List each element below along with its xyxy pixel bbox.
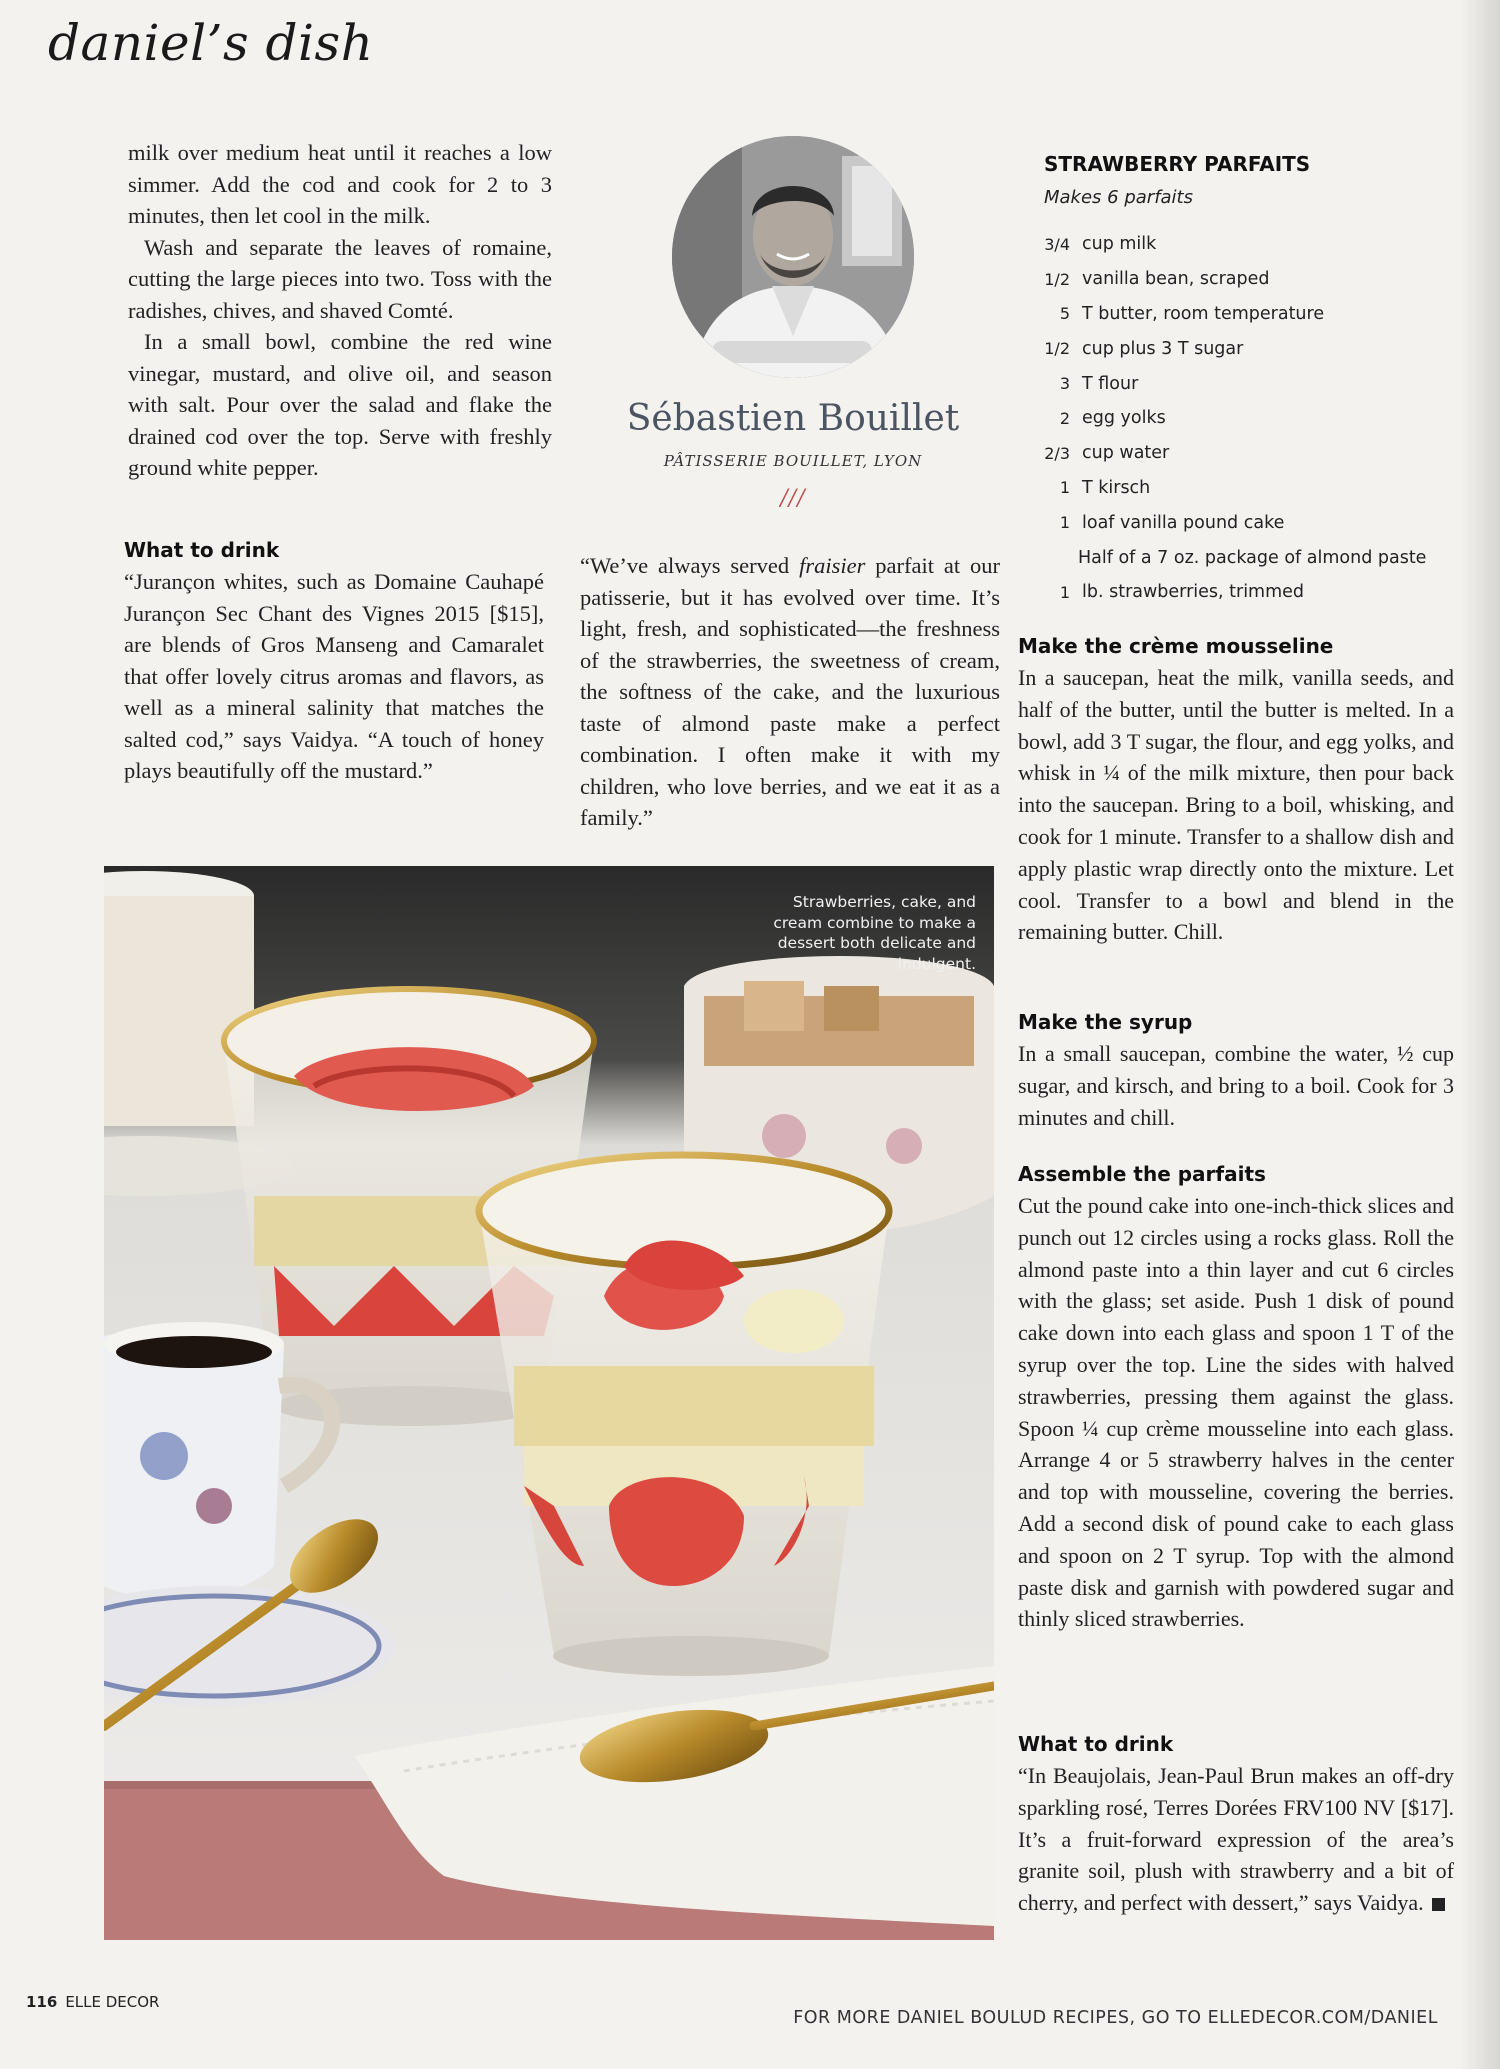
chef-portrait-illustration	[672, 136, 914, 378]
ingredient-name: lb. strawberries, trimmed	[1082, 582, 1305, 603]
recipe-title: STRAWBERRY PARFAITS	[1044, 152, 1311, 176]
ingredient-item	[1040, 297, 1460, 332]
assemble-heading: Assemble the parfaits	[1018, 1162, 1266, 1186]
end-mark-icon	[1432, 1898, 1445, 1911]
chef-name: Sébastien Bouillet	[626, 398, 960, 439]
publication-name: ELLE DECOR	[65, 1993, 160, 2011]
ingredient-list	[1040, 227, 1460, 610]
chef-portrait	[672, 136, 914, 378]
assemble-section	[1018, 1162, 1454, 1635]
column1-drink-section	[124, 538, 544, 787]
folio	[26, 1993, 159, 2011]
ingredient-name: cup plus 3 T sugar	[1082, 338, 1244, 359]
chef-quote-start: “We’ve always served	[580, 553, 800, 578]
ingredient-item	[1040, 540, 1460, 575]
ingredient-item	[1040, 366, 1460, 401]
ingredient-name: vanilla bean, scraped	[1082, 269, 1270, 290]
recipe-yield: Makes 6 parfaits	[1044, 187, 1193, 208]
ingredient-name: Half of a 7 oz. package of almond paste	[1078, 547, 1427, 568]
column1-paragraph-1: milk over medium heat until it reaches a low simmer. Add the cod and cook for 2 to 3 minutes, then let cool in the milk.	[128, 140, 552, 228]
ingredient-item	[1040, 471, 1460, 506]
ingredient-qty: 1	[1059, 582, 1070, 602]
column1-paragraph-3: In a small bowl, combine the red wine vinegar, mustard, and olive oil, and season with salt. Pour over the salad and flake the drained cod over the top. Serve with freshly ground white pepper.	[128, 329, 552, 480]
mousseline-section	[1018, 634, 1454, 948]
ingredient-qty: 1	[1059, 513, 1070, 533]
column1-text	[128, 137, 552, 484]
ingredient-qty: 5	[1059, 304, 1070, 324]
recipe-drink-body: “In Beaujolais, Jean-Paul Brun makes an off-dry sparkling rosé, Terres Dorées FRV100 NV [$17]. It’s a fruit-forward expression of the area’s granite soil, plush with strawberry and a bit of cherry, and perfect with dessert,” says Vaidya.	[1018, 1763, 1454, 1916]
ingredient-item	[1040, 262, 1460, 297]
syrup-text: In a small saucepan, combine the water, ½ cup sugar, and kirsch, and bring to a boil. Cook for 3 minutes and chill.	[1018, 1041, 1454, 1130]
ingredient-item	[1040, 227, 1460, 262]
ingredient-name: egg yolks	[1082, 408, 1166, 429]
mousseline-heading: Make the crème mousseline	[1018, 634, 1334, 658]
syrup-heading: Make the syrup	[1018, 1010, 1193, 1034]
recipe-drink-heading: What to drink	[1018, 1732, 1174, 1756]
ingredient-qty: 1	[1059, 478, 1070, 498]
ingredient-qty: 1/2	[1044, 339, 1070, 359]
parfait-photo-illustration	[104, 866, 994, 1940]
syrup-section	[1018, 1010, 1454, 1133]
footer-recipes-link: FOR MORE DANIEL BOULUD RECIPES, GO TO ELLEDECOR.COM/DANIEL	[793, 2008, 1438, 2028]
recipe-drink-section	[1018, 1732, 1454, 1919]
ingredient-name: T kirsch	[1082, 477, 1151, 498]
ingredient-name: loaf vanilla pound cake	[1082, 512, 1285, 533]
photo-caption: Strawberries, cake, and cream combine to make a dessert both delicate and indulgent.	[773, 893, 976, 973]
divider-slashes: ///	[780, 486, 806, 511]
ingredient-name: T flour	[1082, 373, 1139, 394]
ingredient-qty: 2/3	[1044, 443, 1070, 463]
ingredient-qty: 3	[1059, 374, 1070, 394]
parfait-photo	[104, 866, 994, 1940]
ingredient-qty: 2	[1059, 408, 1070, 428]
chef-shop: PÂTISSERIE BOUILLET, LYON	[663, 452, 923, 470]
page-number: 116	[26, 1993, 58, 2011]
ingredient-item	[1040, 401, 1460, 436]
assemble-text: Cut the pound cake into one-inch-thick slices and punch out 12 circles using a rocks glass. Roll the almond paste into a thin layer and cut 6 circles with the glass; set aside. Push 1 disk of pound cake down into each glass and spoon 1 T of the syrup over the top. Line the sides with halved strawberries, pressing them against the glass. Spoon ¼ cup crème mousseline into each glass. Arrange 4 or 5 strawberry halves in the center and top with mousseline, covering the berries. Add a second disk of pound cake to each glass and spoon on 2 T syrup. Top with the almond paste disk and garnish with powdered sugar and thinly sliced strawberries.	[1018, 1193, 1454, 1632]
chef-quote-italic: fraisier	[799, 553, 866, 578]
ingredient-item	[1040, 505, 1460, 540]
ingredient-qty: 1/2	[1044, 269, 1070, 289]
column1-paragraph-2: Wash and separate the leaves of romaine, cutting the large pieces into two. Toss with the radishes, chives, and shaved Comté.	[128, 234, 552, 323]
chef-quote-end: parfait at our patisserie, but it has evolved over time. It’s light, fresh, and sophisticated—the freshness of the strawberries, the sweetness of cream, the softness of the cake, and the luxurious taste of almond paste make a perfect combination. I often make it with my children, who love berries, and we eat it as a family.”	[580, 553, 1000, 830]
mousseline-text: In a saucepan, heat the milk, vanilla seeds, and half of the butter, until the butter is melted. In a bowl, add 3 T sugar, the flour, and egg yolks, and whisk in ¼ of the milk mixture, then pour back into the saucepan. Bring to a boil, whisking, and cook for 1 minute. Transfer to a shallow dish and apply plastic wrap directly onto the mixture. Let cool. Transfer to a bowl and blend in the remaining butter. Chill.	[1018, 665, 1454, 945]
ingredient-item	[1040, 436, 1460, 471]
recipe-drink-text	[1018, 1760, 1454, 1919]
ingredient-item	[1040, 331, 1460, 366]
ingredient-name: cup milk	[1082, 234, 1157, 255]
ingredient-name: T butter, room temperature	[1082, 303, 1325, 324]
chef-quote	[580, 550, 1000, 834]
masthead: daniel’s dish	[48, 14, 374, 72]
column1-drink-text: “Jurançon whites, such as Domaine Cauhapé Jurançon Sec Chant des Vignes 2015 [$15], are blends of Gros Manseng and Camaralet that offer lovely citrus aromas and flavors, as well as a mineral salinity that matches the salted cod,” says Vaidya. “A touch of honey plays beautifully off the mustard.”	[124, 569, 544, 783]
page-edge-shadow	[1460, 0, 1500, 2069]
ingredient-item	[1040, 575, 1460, 610]
ingredient-qty: 3/4	[1044, 234, 1070, 254]
column1-drink-heading: What to drink	[124, 538, 280, 562]
ingredient-name: cup water	[1082, 443, 1170, 464]
